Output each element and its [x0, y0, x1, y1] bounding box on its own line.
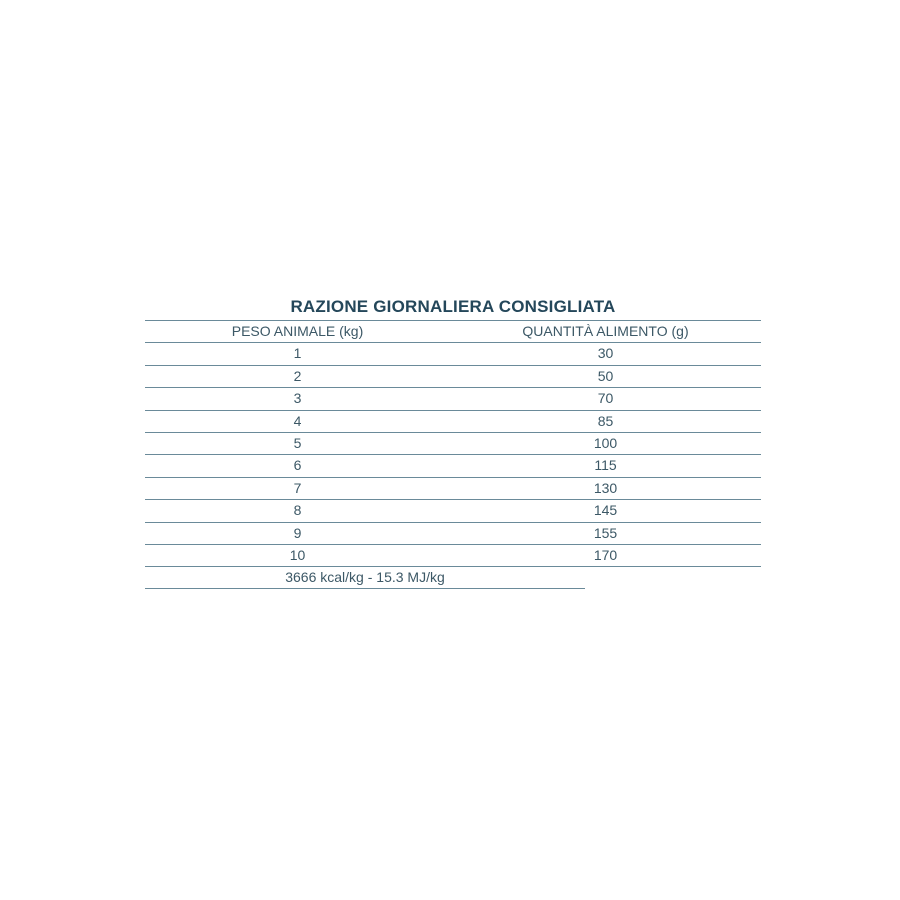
- ration-table: [145, 293, 761, 589]
- quantity-cell: 155: [593, 524, 618, 541]
- table-row: [145, 544, 761, 567]
- weight-cell: 2: [293, 367, 302, 384]
- quantity-cell: 30: [597, 345, 614, 362]
- weight-cell: 6: [293, 457, 302, 474]
- header-animal-weight: PESO ANIMALE (kg): [231, 323, 364, 339]
- quantity-cell: 100: [593, 434, 618, 451]
- energy-note: 3666 kcal/kg - 15.3 MJ/kg: [285, 569, 445, 586]
- quantity-cell: 130: [593, 479, 618, 496]
- quantity-cell: 50: [597, 367, 614, 384]
- table-row: [145, 365, 761, 387]
- weight-cell: 10: [289, 546, 306, 563]
- table-row: [145, 410, 761, 432]
- table-row: [145, 499, 761, 521]
- table-row: [145, 454, 761, 476]
- table-header-row: [145, 320, 761, 342]
- quantity-cell: 85: [597, 412, 614, 429]
- weight-cell: 5: [293, 434, 302, 451]
- header-food-quantity: QUANTITÀ ALIMENTO (g): [522, 323, 689, 339]
- weight-cell: 7: [293, 479, 302, 496]
- quantity-cell: 70: [597, 390, 614, 407]
- weight-cell: 3: [293, 390, 302, 407]
- table-row: [145, 387, 761, 409]
- weight-cell: 8: [293, 502, 302, 519]
- table-row: [145, 432, 761, 454]
- footer-row: [145, 567, 585, 589]
- table-row: [145, 342, 761, 364]
- table-row: [145, 522, 761, 544]
- table-title: RAZIONE GIORNALIERA CONSIGLIATA: [290, 297, 616, 316]
- quantity-cell: 115: [594, 457, 617, 474]
- weight-cell: 4: [293, 412, 302, 429]
- weight-cell: 1: [293, 345, 302, 362]
- quantity-cell: 145: [593, 502, 618, 519]
- quantity-cell: 170: [593, 546, 618, 563]
- table-row: [145, 477, 761, 499]
- weight-cell: 9: [293, 524, 302, 541]
